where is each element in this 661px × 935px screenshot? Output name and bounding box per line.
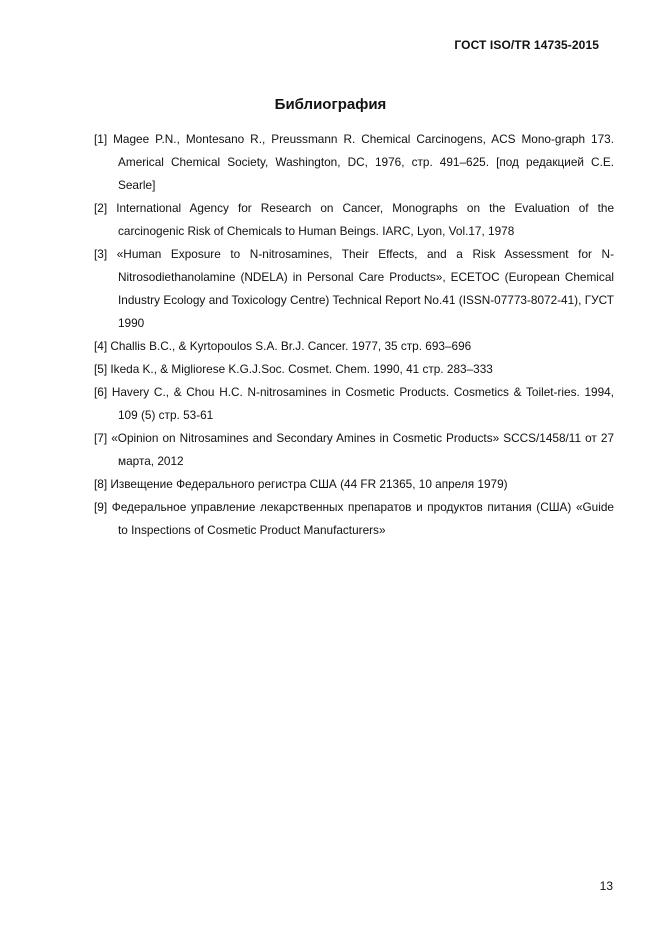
reference-item bbox=[94, 197, 614, 243]
reference-text: Извещение Федерального регистра США (44 FR 21365, 10 апреля 1979) bbox=[110, 477, 508, 491]
reference-body bbox=[94, 197, 614, 243]
reference-item bbox=[94, 473, 614, 496]
reference-number: [7] bbox=[94, 431, 108, 445]
bibliography-list bbox=[94, 128, 614, 542]
reference-number: [3] bbox=[94, 247, 108, 261]
reference-text: Ikeda K., & Migliorese K.G.J.Soc. Cosmet. Chem. 1990, 41 стр. 283–333 bbox=[110, 362, 493, 376]
reference-body bbox=[94, 496, 614, 542]
reference-number: [6] bbox=[94, 385, 108, 399]
reference-item bbox=[94, 243, 614, 335]
reference-item bbox=[94, 381, 614, 427]
reference-number: [5] bbox=[94, 362, 108, 376]
reference-number: [2] bbox=[94, 201, 108, 215]
reference-number: [8] bbox=[94, 477, 108, 491]
document-standard-code: ГОСТ ISO/TR 14735-2015 bbox=[454, 38, 599, 52]
reference-item bbox=[94, 427, 614, 473]
reference-item bbox=[94, 358, 614, 381]
page-title: Библиография bbox=[274, 96, 387, 113]
reference-body bbox=[94, 335, 614, 358]
reference-text: «Opinion on Nitrosamines and Secondary Amines in Cosmetic Products» SCCS/1458/11 от 27 марта, 2012 bbox=[111, 431, 615, 468]
reference-body bbox=[94, 427, 614, 473]
reference-text: Федеральное управление лекарственных препаратов и продуктов питания (США) «Guide to Inspections of Cosmetic Product Manufacturers» bbox=[111, 500, 614, 537]
reference-text: «Human Exposure to N-nitrosamines, Their Effects, and a Risk Assessment for N-Nitrosodiethanolamine (NDELA) in Personal Care Products», ECETOC (European Chemical Industry Ecology and Toxicology Centre) Technical Report No.41 (ISSN-07773-8072-41), ГУСТ 1990 bbox=[116, 247, 615, 330]
reference-text: Magee P.N., Montesano R., Preussmann R. Chemical Carcinogens, ACS Mono-graph 173. Americal Chemical Society, Washington, DC, 1976, стр. 491–625. [под редакцией C.E. Searle] bbox=[113, 132, 614, 192]
reference-text: International Agency for Research on Cancer, Monographs on the Evaluation of the carcinogenic Risk of Chemicals to Human Beings. IARC, Lyon, Vol.17, 1978 bbox=[116, 201, 615, 238]
reference-number: [4] bbox=[94, 339, 108, 353]
page-number: 13 bbox=[599, 879, 613, 893]
reference-number: [1] bbox=[94, 132, 108, 146]
reference-body bbox=[94, 473, 614, 496]
reference-text: Havery C., & Chou H.C. N-nitrosamines in Cosmetic Products. Cosmetics & Toilet-ries. 1994, 109 (5) стр. 53-61 bbox=[111, 385, 614, 422]
reference-body bbox=[94, 243, 614, 335]
reference-item bbox=[94, 128, 614, 197]
reference-number: [9] bbox=[94, 500, 108, 514]
reference-body bbox=[94, 381, 614, 427]
reference-item bbox=[94, 496, 614, 542]
reference-body bbox=[94, 358, 614, 381]
reference-item bbox=[94, 335, 614, 358]
reference-text: Challis B.C., & Kyrtopoulos S.A. Br.J. Cancer. 1977, 35 стр. 693–696 bbox=[110, 339, 472, 353]
reference-body bbox=[94, 128, 614, 197]
